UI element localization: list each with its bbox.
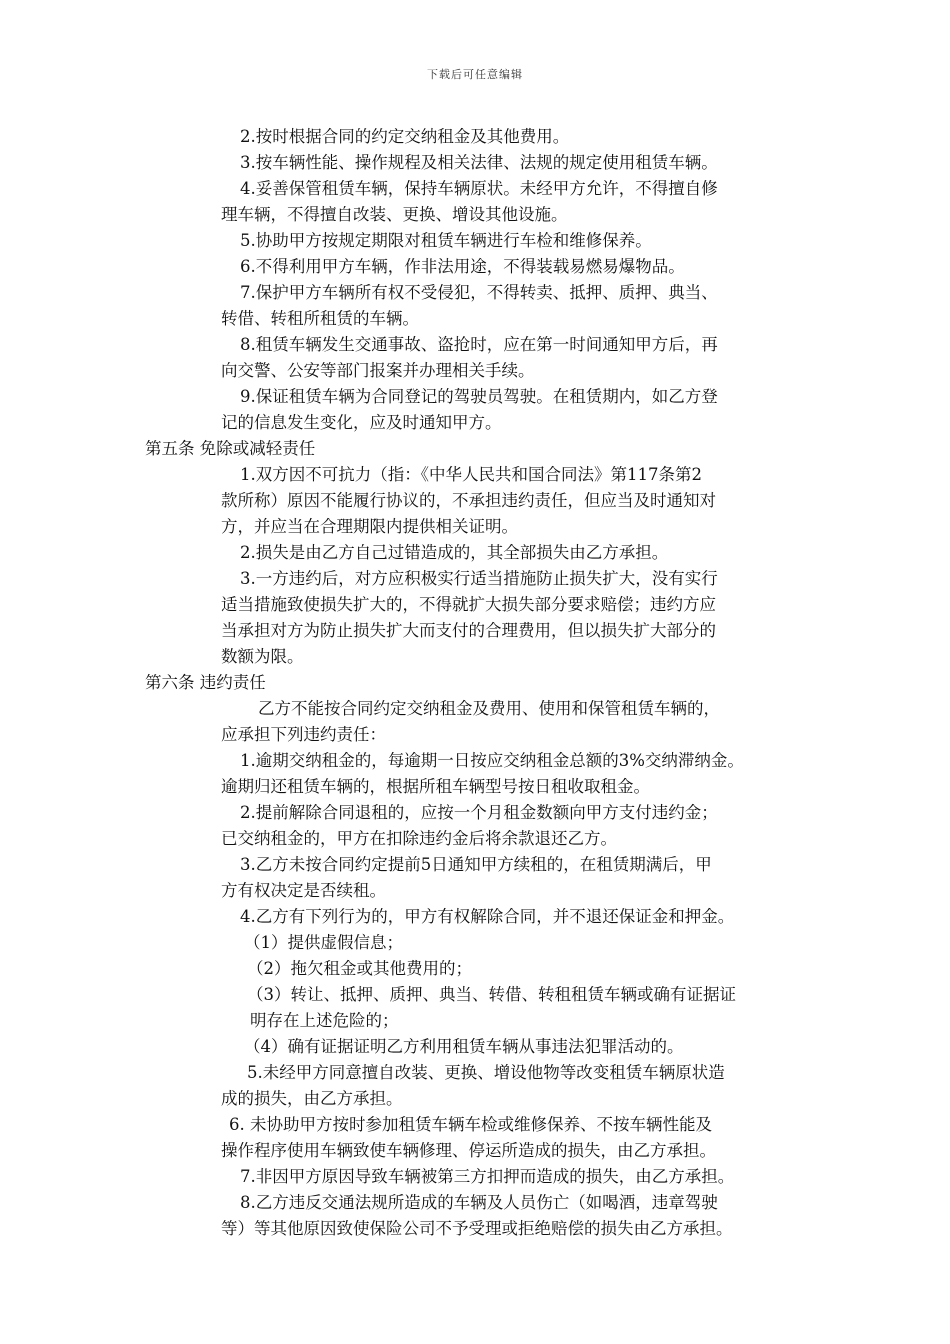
text-line: 3.乙方未按合同约定提前5日通知甲方续租的，在租赁期满后，甲 [240,855,712,874]
text-line: 记的信息发生变化，应及时通知甲方。 [221,413,502,432]
list-item: 明存在上述危险的； [250,1011,399,1030]
text-line: 逾期归还租赁车辆的，根据所租车辆型号按日租收取租金。 [221,777,650,796]
text-line: 转借、转租所租赁的车辆。 [221,309,419,328]
text-line: 2.按时根据合同的约定交纳租金及其他费用。 [240,127,570,146]
text-line: 2.损失是由乙方自己过错造成的，其全部损失由乙方承担。 [240,543,669,562]
section-heading: 第五条 免除或减轻责任 [145,439,316,458]
text-line: 3.按车辆性能、操作规程及相关法律、法规的规定使用租赁车辆。 [240,153,718,172]
text-line: 1.逾期交纳租金的，每逾期一日按应交纳租金总额的3%交纳滞纳金。 [240,751,744,770]
text-line: 向交警、公安等部门报案并办理相关手续。 [221,361,535,380]
list-item: （3）转让、抵押、质押、典当、转借、转租租赁车辆或确有证据证 [247,985,736,1004]
text-line: 成的损失，由乙方承担。 [221,1089,403,1108]
text-line: 7.保护甲方车辆所有权不受侵犯，不得转卖、抵押、质押、典当、 [240,283,718,302]
list-item: （2）拖欠租金或其他费用的； [247,959,472,978]
text-line: 6. 未协助甲方按时参加租赁车辆车检或维修保养、不按车辆性能及 [229,1115,712,1134]
text-line: 已交纳租金的，甲方在扣除违约金后将余款退还乙方。 [221,829,617,848]
section-heading: 第六条 违约责任 [145,673,266,692]
text-line: 5.未经甲方同意擅自改装、更换、增设他物等改变租赁车辆原状造 [247,1063,725,1082]
text-line: 7.非因甲方原因导致车辆被第三方扣押而造成的损失，由乙方承担。 [240,1167,735,1186]
text-line: 4.妥善保管租赁车辆，保持车辆原状。未经甲方允许，不得擅自修 [240,179,718,198]
text-line: 乙方不能按合同约定交纳租金及费用、使用和保管租赁车辆的， [258,699,720,718]
text-line: 理车辆，不得擅自改装、更换、增设其他设施。 [221,205,568,224]
text-line: 方有权决定是否续租。 [221,881,386,900]
text-line: 方，并应当在合理期限内提供相关证明。 [221,517,518,536]
text-line: 1.双方因不可抗力（指：《中华人民共和国合同法》第117条第2 [240,465,702,484]
text-line: 8.乙方违反交通法规所造成的车辆及人员伤亡（如喝酒，违章驾驶 [240,1193,718,1212]
text-line: 4.乙方有下列行为的，甲方有权解除合同，并不退还保证金和押金。 [240,907,735,926]
text-line: 款所称）原因不能履行协议的，不承担违约责任，但应当及时通知对 [221,491,716,510]
text-line: 3.一方违约后，对方应积极实行适当措施防止损失扩大，没有实行 [240,569,718,588]
text-line: 9.保证租赁车辆为合同登记的驾驶员驾驶。在租赁期内，如乙方登 [240,387,718,406]
text-line: 适当措施致使损失扩大的，不得就扩大损失部分要求赔偿；违约方应 [221,595,716,614]
list-item: （1）提供虚假信息； [244,933,403,952]
text-line: 2.提前解除合同退租的，应按一个月租金数额向甲方支付违约金； [240,803,718,822]
text-line: 操作程序使用车辆致使车辆修理、停运所造成的损失，由乙方承担。 [221,1141,716,1160]
page-header: 下载后可任意编辑 [427,68,523,81]
text-line: 数额为限。 [221,647,304,666]
text-line: 5.协助甲方按规定期限对租赁车辆进行车检和维修保养。 [240,231,652,250]
text-line: 应承担下列违约责任： [221,725,386,744]
text-line: 8.租赁车辆发生交通事故、盗抢时，应在第一时间通知甲方后，再 [240,335,718,354]
list-item: （4）确有证据证明乙方利用租赁车辆从事违法犯罪活动的。 [244,1037,684,1056]
text-line: 当承担对方为防止损失扩大而支付的合理费用，但以损失扩大部分的 [221,621,716,640]
text-line: 等）等其他原因致使保险公司不予受理或拒绝赔偿的损失由乙方承担。 [221,1219,733,1238]
text-line: 6.不得利用甲方车辆，作非法用途，不得装载易燃易爆物品。 [240,257,685,276]
